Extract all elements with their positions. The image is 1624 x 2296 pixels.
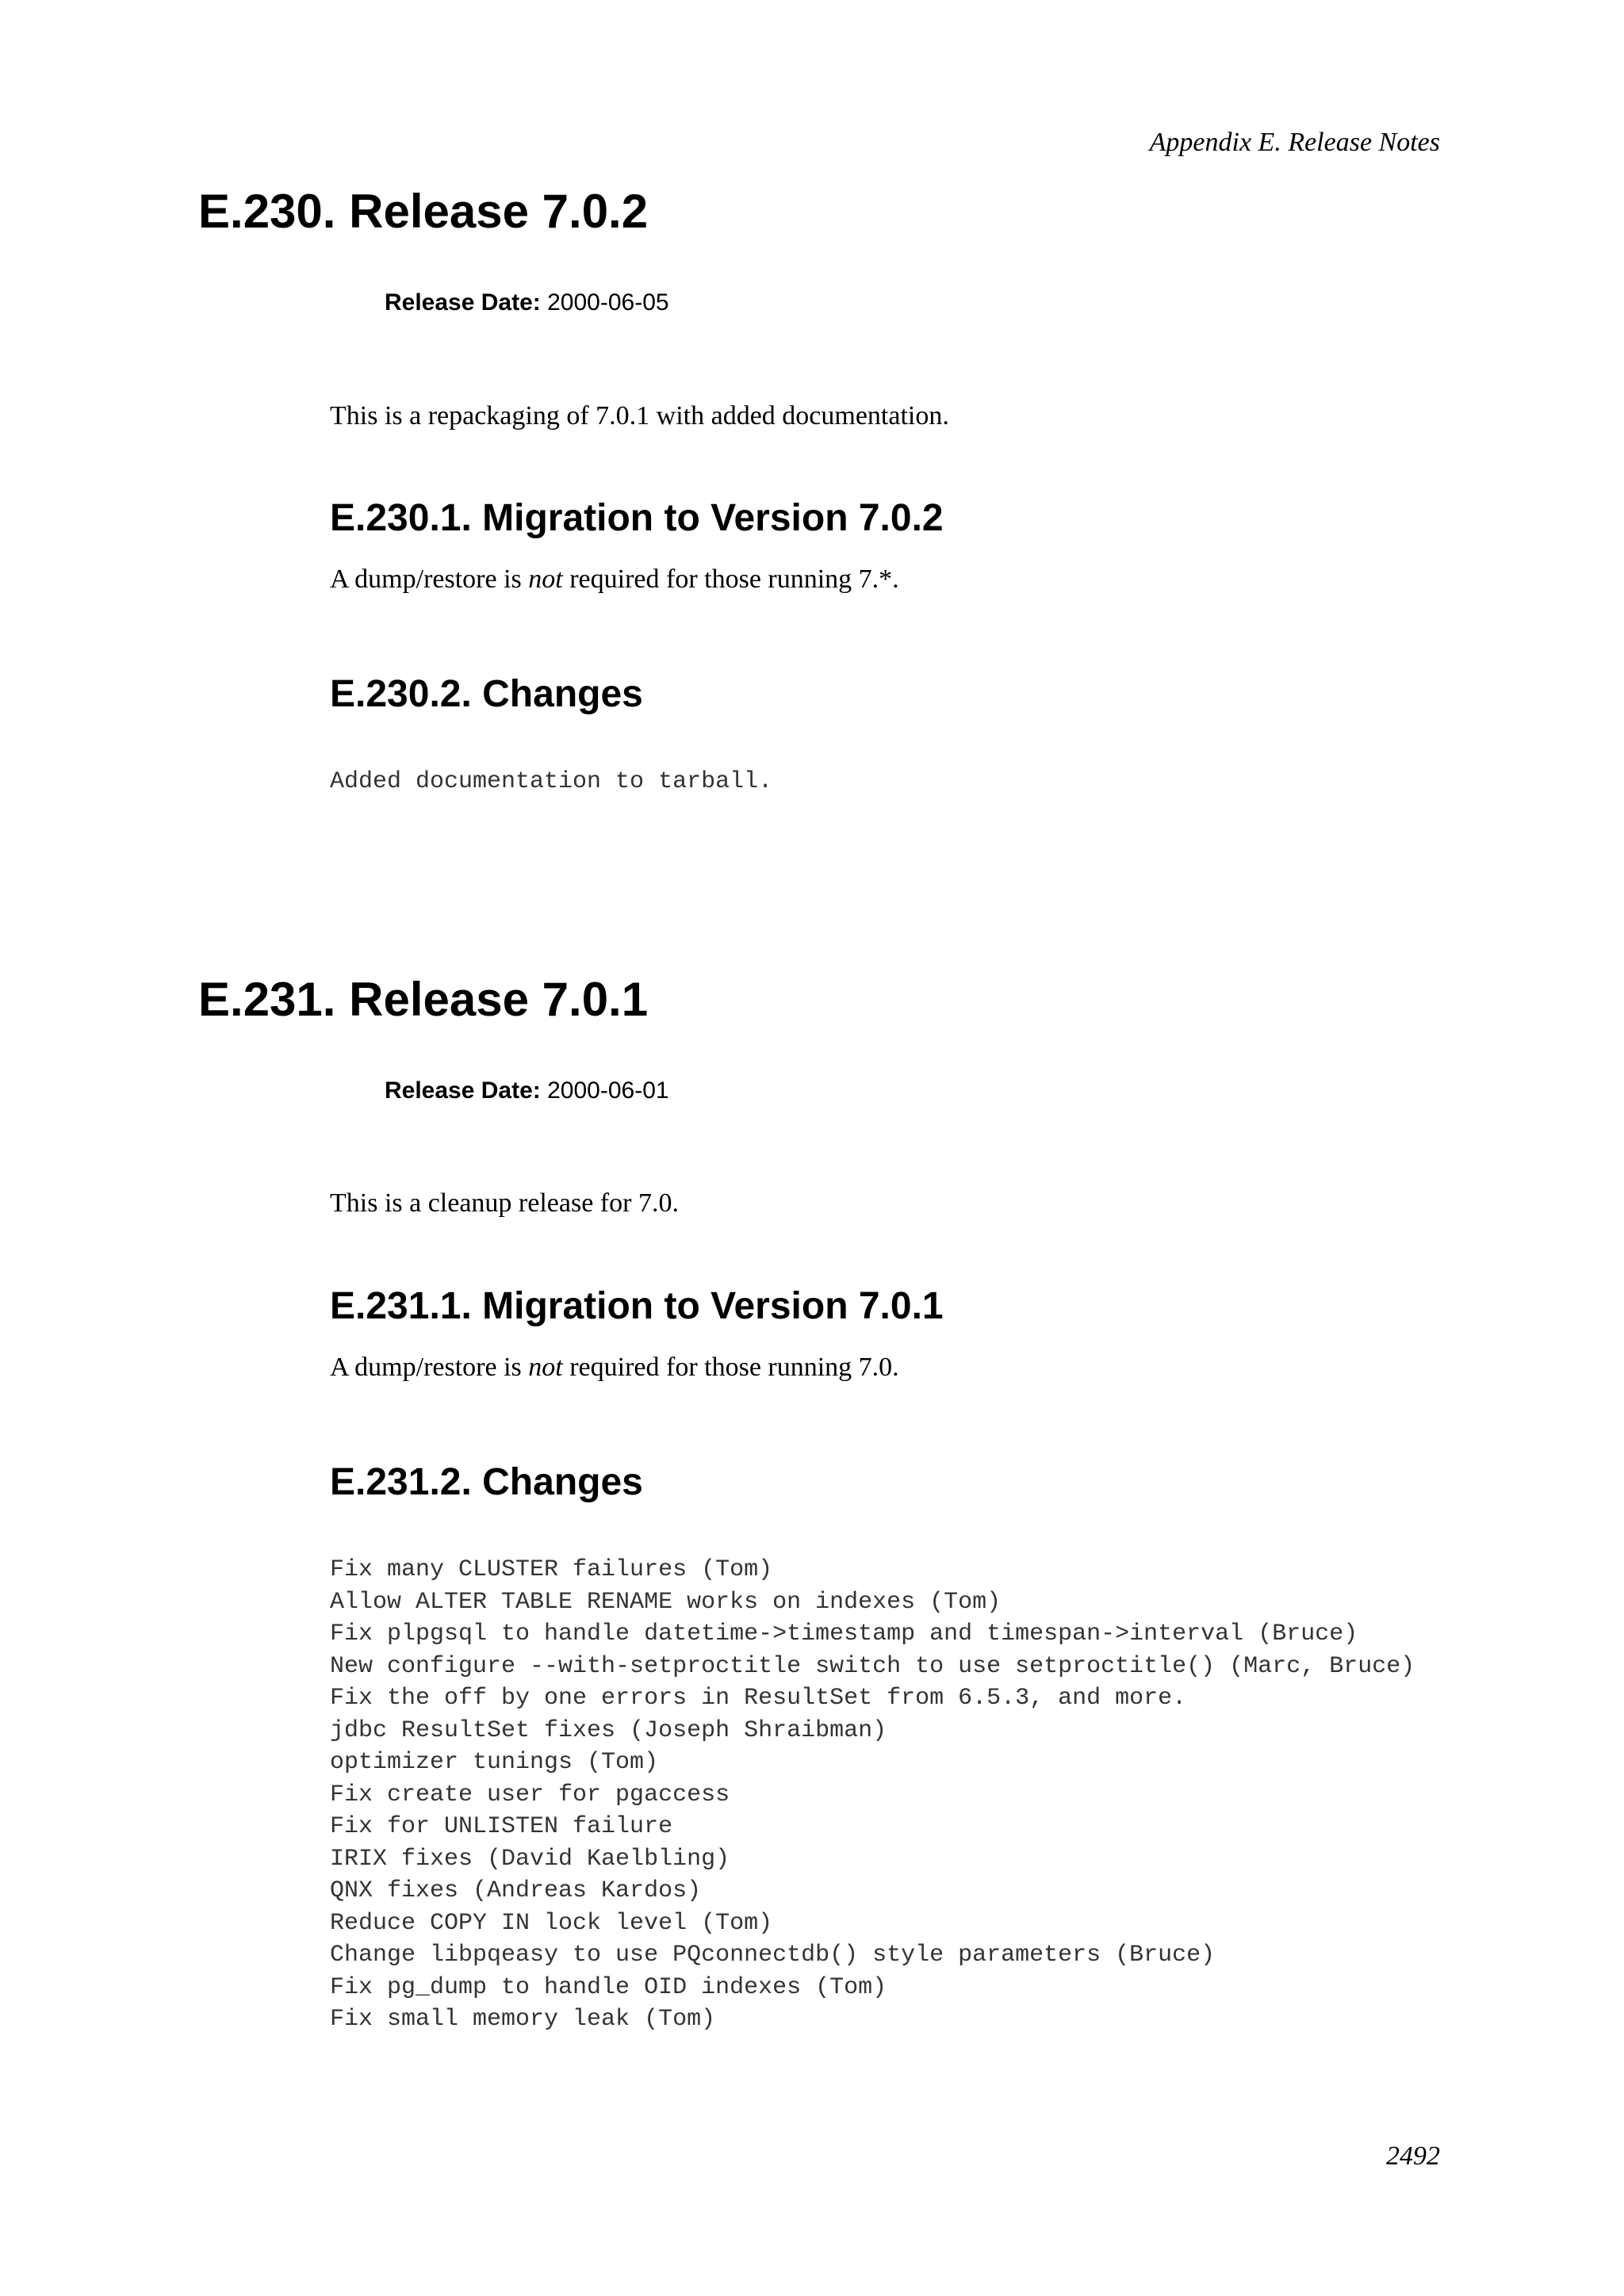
release-date-label: Release Date: — [385, 289, 541, 316]
change-item: Fix small memory leak (Tom) — [330, 2006, 716, 2033]
change-item: Fix plpgsql to handle datetime->timestamp and timespan->interval (Bruce) — [330, 1621, 1358, 1647]
release-702-changes-title: E.230.2. Changes — [330, 673, 643, 715]
change-item: Change libpqeasy to use PQconnectdb() style parameters (Bruce) — [330, 1942, 1216, 1969]
release-date-value: 2000-06-01 — [547, 1077, 669, 1104]
release-702-date — [385, 289, 669, 317]
release-701-migration-title: E.231.1. Migration to Version 7.0.1 — [330, 1285, 944, 1327]
release-701-changes-list — [330, 1554, 1415, 2036]
change-item: QNX fixes (Andreas Kardos) — [330, 1877, 702, 1904]
release-701-intro: This is a cleanup release for 7.0. — [330, 1188, 679, 1218]
page-number: 2492 — [1386, 2141, 1440, 2171]
migration-text-before: A dump/restore is — [330, 1353, 529, 1382]
migration-text-after: required for those running 7.0. — [562, 1353, 899, 1382]
release-date-value: 2000-06-05 — [547, 289, 669, 316]
change-item: optimizer tunings (Tom) — [330, 1749, 659, 1776]
migration-text-emphasis: not — [528, 564, 563, 594]
release-702-intro: This is a repackaging of 7.0.1 with added documentation. — [330, 401, 949, 430]
running-header: Appendix E. Release Notes — [1149, 128, 1440, 157]
change-item: Fix create user for pgaccess — [330, 1781, 730, 1808]
release-702-migration-title: E.230.1. Migration to Version 7.0.2 — [330, 497, 944, 539]
release-701-title: E.231. Release 7.0.1 — [198, 973, 649, 1026]
change-item: Fix for UNLISTEN failure — [330, 1813, 673, 1840]
release-702-migration-text — [330, 564, 899, 595]
migration-text-before: A dump/restore is — [330, 564, 529, 594]
release-date-label: Release Date: — [385, 1077, 541, 1104]
change-item: New configure --with-setproctitle switch to use setproctitle() (Marc, Bruce) — [330, 1652, 1415, 1680]
change-item: Fix pg_dump to handle OID indexes (Tom) — [330, 1973, 887, 2001]
change-item: Reduce COPY IN lock level (Tom) — [330, 1909, 773, 1937]
change-item: Added documentation to tarball. — [330, 768, 773, 795]
release-701-date — [385, 1077, 669, 1105]
release-701-migration-text — [330, 1352, 899, 1383]
migration-text-emphasis: not — [528, 1353, 563, 1382]
change-item: jdbc ResultSet fixes (Joseph Shraibman) — [330, 1716, 887, 1744]
change-item: IRIX fixes (David Kaelbling) — [330, 1845, 730, 1873]
release-702-title: E.230. Release 7.0.2 — [198, 185, 649, 238]
release-701-changes-title: E.231.2. Changes — [330, 1461, 643, 1503]
change-item: Fix many CLUSTER failures (Tom) — [330, 1556, 773, 1583]
release-702-changes-list — [330, 766, 772, 798]
change-item: Allow ALTER TABLE RENAME works on indexes (Tom) — [330, 1588, 1002, 1616]
change-item: Fix the off by one errors in ResultSet from 6.5.3, and more. — [330, 1685, 1187, 1712]
migration-text-after: required for those running 7.*. — [562, 564, 899, 594]
